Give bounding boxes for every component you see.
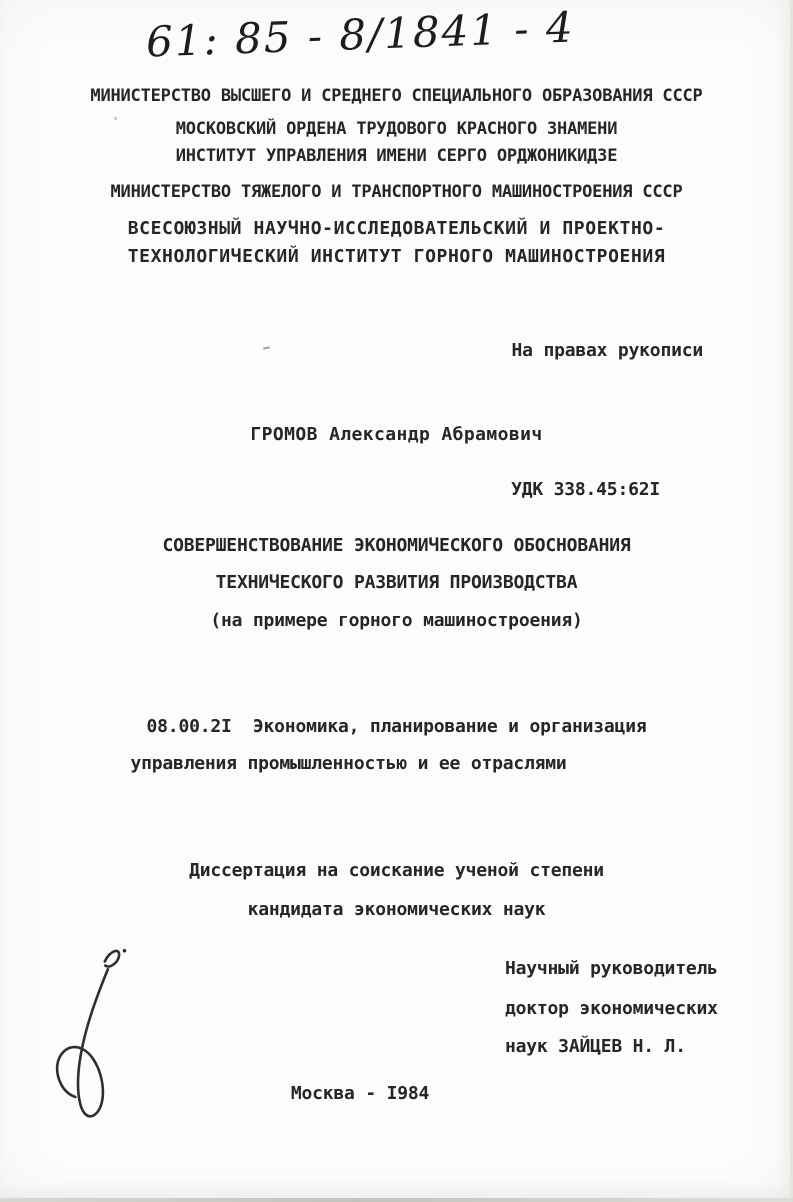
handwritten-catalog-number: 61: 85 - 8/1841 - 4 xyxy=(145,2,576,67)
ministry-machinery-line: МИНИСТЕРСТВО ТЯЖЕЛОГО И ТРАНСПОРТНОГО МАШИНОСТРОЕНИЯ СССР xyxy=(110,182,683,202)
dissertation-title-line-2: ТЕХНИЧЕСКОГО РАЗВИТИЯ ПРОИЗВОДСТВА xyxy=(215,572,578,593)
degree-statement-line-2: кандидата экономических наук xyxy=(247,899,546,920)
signature-dot xyxy=(122,949,126,953)
specialty-code-line-2: управления промышленностью и ее отраслями xyxy=(130,753,567,774)
supervisor-line-1: Научный руководитель xyxy=(505,958,718,979)
supervisor-line-2: доктор экономических xyxy=(505,998,718,1019)
institute-name-line-2: ИНСТИТУТ УПРАВЛЕНИЯ ИМЕНИ СЕРГО ОРДЖОНИКИДЗЕ xyxy=(175,146,618,166)
dissertation-title-line-1: СОВЕРШЕНСТВОВАНИЕ ЭКОНОМИЧЕСКОГО ОБОСНОВАНИЯ xyxy=(162,535,631,556)
dissertation-title-line-3: (на примере горного машиностроения) xyxy=(210,610,583,631)
udk-code: УДК 338.45:62I xyxy=(511,479,660,500)
institute-name-line-1: МОСКОВСКИЙ ОРДЕНА ТРУДОВОГО КРАСНОГО ЗНАМЕНИ xyxy=(175,119,618,139)
manuscript-rights-note: На правах рукописи xyxy=(511,340,703,361)
degree-statement-line-1: Диссертация на соискание ученой степени xyxy=(189,860,604,881)
specialty-code-line-1: 08.00.2I Экономика, планирование и организация xyxy=(146,716,647,737)
research-institute-line-1: ВСЕСОЮЗНЫЙ НАУЧНО-ИССЛЕДОВАТЕЛЬСКИЙ И ПРОЕКТНО- xyxy=(127,218,666,239)
author-name: ГРОМОВ Александр Абрамович xyxy=(250,424,543,445)
research-institute-line-2: ТЕХНОЛОГИЧЕСКИЙ ИНСТИТУТ ГОРНОГО МАШИНОСТРОЕНИЯ xyxy=(127,246,666,267)
scan-speck xyxy=(263,346,270,349)
scan-speck xyxy=(114,117,117,120)
supervisor-line-3: наук ЗАЙЦЕВ Н. Л. xyxy=(505,1036,686,1057)
city-year-line: Москва - I984 xyxy=(290,1083,430,1104)
ministry-education-line: МИНИСТЕРСТВО ВЫСШЕГО И СРЕДНЕГО СПЕЦИАЛЬНОГО ОБРАЗОВАНИЯ СССР xyxy=(90,86,703,106)
handwritten-signature xyxy=(25,941,160,1144)
